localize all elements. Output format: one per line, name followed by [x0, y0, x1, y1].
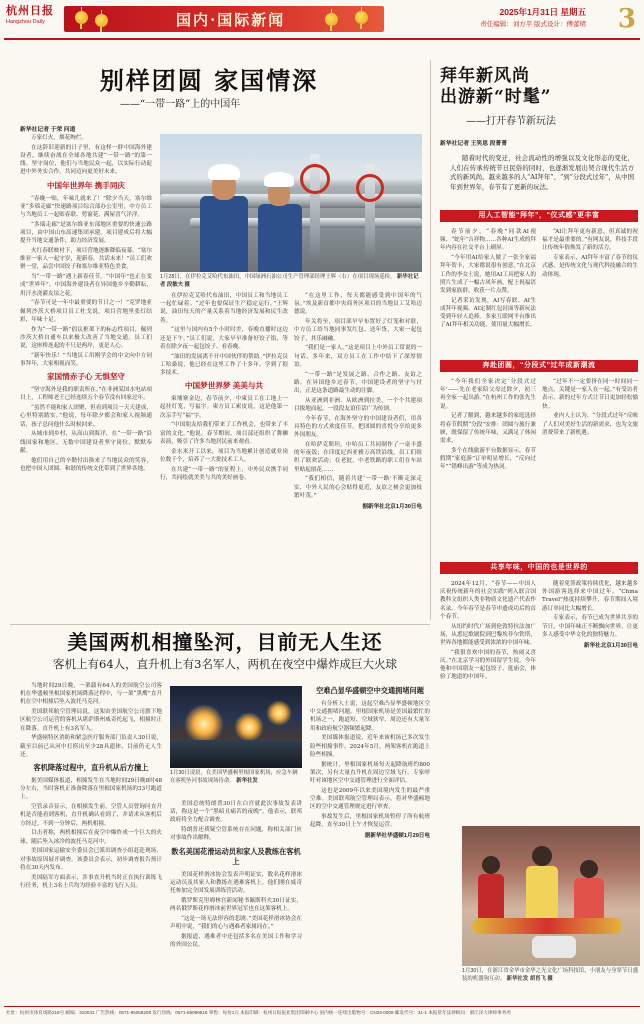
- newspaper-logo[interactable]: [6, 4, 64, 34]
- footer-imprint: 社址：杭州市体育场路218号 邮编：310041 广告热线：0571-85058208 发行热线：0571-85099516 零售：每份1元 本报印刷：杭州日报报业集团印刷中心 国内统一连续出版物号：CN33-0008 邮发代号：31-1 本报常年法律顾问：浙江泽大律师事务所: [6, 1010, 511, 1015]
- paragraph: 从城市到乡村、从高山到海洋，在“一带一路”沿线国家和地区，无数中国建设者坚守岗位，默默奉献。: [20, 431, 152, 454]
- paragraph: 在这辞旧迎新的日子里，有这样一群中国海外建设者，继续奋战在全球各地共建“一带一路”的第一线。坚守岗位，他们与当地民众一起，以实际行动促进中外务实合作，共同迈向更美好未来。: [20, 144, 152, 176]
- dragon-decoration: [472, 918, 622, 934]
- article2-subhead-bar: 用人工智能“拜年”，“仪式感”更丰富: [440, 210, 638, 222]
- paragraph: “我们是一家人。”这是项目上中外员工常说的一句话。多年来，双方员工在工作中结下了深厚情谊。: [294, 345, 422, 368]
- robot-dog-icon: [532, 936, 576, 958]
- issue-editors: 责任编辑：刘方平 版式设计：傅蕾珺: [480, 21, 586, 28]
- paragraph: 据美国媒体报道，相撞发生在当地时间29日晚8时48分左右，当时客机正准备降落在里根国家机场的33号跑道上。: [20, 778, 162, 801]
- paragraph: 万家灯火，烟花绚烂。: [31, 135, 87, 141]
- text-column: [542, 228, 638, 354]
- paragraph: 随着免签政策持续优化，越来越多外国游客选择来中国过年。“China Travel”热度持续攀升，春节期间入境游订单同比大幅增长。: [542, 581, 638, 612]
- paragraph: 专家表示，AI拜年丰富了春节的仪式感，是传统文化与现代科技融合的生动体现。: [542, 255, 638, 278]
- paragraph: 这也是2009年以来美国境内发生的最严重空难。美国联邦航空管理局表示，将对华盛顿地区的空中交通管理规定进行审查。: [310, 787, 430, 811]
- paragraph: 当地时间29日晚，一架载有64人的美国航空公司客机在华盛顿里根国家机场降落过程中，与一架“黑鹰”直升机在空中相撞后坠入波托马克河。: [20, 683, 162, 706]
- paragraph: “春晚一贴，年味儿就来了！”除夕当天，塞尔维亚“多瑙走廊”快速路项目综合部办公室里，中方员工与当地员工一起贴春联、剪窗花，满屋喜气洋洋。: [20, 195, 152, 219]
- paragraph: 据报道，遇难者中还包括多名在美国工作和学习的外国公民。: [170, 933, 302, 949]
- paragraph: “我很喜欢中国的春节，热闹又喜庆。”在北京学习的外国留学生说，今年他和中国朋友一起包饺子、逛庙会，体验了地道的中国年。: [440, 649, 536, 681]
- article1-subhead-1: 中国年世界年 携手同庆: [46, 180, 126, 190]
- lantern-icon: [324, 9, 339, 31]
- article2-photo-caption: [462, 968, 640, 983]
- article3-column-1: [20, 682, 162, 1002]
- paragraph: 多个在线旅游平台数据显示，春节假期“家庭游”订单明显增长，“反向过年”“错峰出游”等成为热词。: [440, 447, 536, 471]
- paragraph: 华盛顿特区消防和紧急医疗服务部门负责人30日说，截至目前已从河中打捞出至少28具遗体，目前仍无人生还。: [20, 735, 162, 758]
- paragraph: 从纽约时代广场到伦敦特拉法加广场，从悉尼歌剧院到巴黎埃菲尔铁塔，世界各地都能感受到浓浓的中国年味。: [440, 623, 536, 647]
- paragraph: 作为“一带一路”倡议框架下的标志性项目，佩列沙茨大桥自通车以来极大改善了当地交通。员工们说，这座桥连起的不只是两岸，更是人心。: [20, 326, 152, 350]
- issue-info: [396, 6, 586, 30]
- paragraph: 事故发生后，里根国家机场暂停了所有航班起降，直至30日上午才恢复运营。: [310, 814, 430, 829]
- paragraph: 在哈萨克斯坦，中哈员工共同制作了一桌丰盛的年夜饭；在印度尼西亚雅万高铁沿线，员工们组织了联欢活动；在老挝，中老铁路的职工们在车站里贴起窗花……: [294, 442, 422, 473]
- paragraph: 当“一带一路”遇上新春佳节，“中国年”也正在变成“世界年”。中国海外建设者在异国他乡辛勤耕耘，用汗水浇灌友谊之花。: [20, 274, 152, 297]
- paragraph: 美国陆军方面表示，涉事直升机当时正在执行训练飞行任务，机上3名士兵均为经验丰富的飞行人员。: [20, 874, 162, 889]
- article2-section-ai: [440, 206, 638, 354]
- article2-lead: 随着时代的变迁，社会流动性的增强以及文化形态的变化，人们在传承传统节日民俗的同时，也逐渐发展出契合现代生活方式的新风尚。越来越多的人“AI拜年”、“到”分段式过年”，从中国年到世界年，春节有了更新的玩法。: [450, 154, 634, 191]
- valve-wheel: [300, 164, 330, 194]
- article1-title[interactable]: 别样团圆 家国情深: [99, 66, 319, 95]
- article2-byline: 新华社记者 王笑思 段菁菁: [440, 141, 507, 147]
- article1-column-2: [160, 292, 288, 620]
- paragraph: 2024年12月，“春节——中国人庆祝传统新年的社会实践”列入联合国教科文组织人类非物质文化遗产代表作名录。今年春节是春节申遗成功后的首个春节。: [440, 581, 536, 620]
- lantern-icon: [354, 7, 369, 29]
- paragraph: “今年用AI给家人做了一张全家福拜年贺卡，大家都说很有创意。”在北京工作的李女士说，她用AI工具把家人的照片生成了一幅古风年画，配上祝福语发到家族群，收获一片点赞。: [440, 255, 536, 295]
- article3-subtitle: 客机上有64人，直升机上有3名军人，两机在夜空中爆炸成巨大火球: [53, 657, 397, 671]
- paragraph: 柬埔寨金边，春节前夕，中柬员工在工地上一起挂灯笼，写福字。柬方员工索皮说，这是他第一次亲手写“福”字。: [160, 396, 288, 419]
- text-column: [440, 228, 536, 354]
- caption-text: 1月30日，在浙江省金华市金华之光文化广场科技馆，小朋友与身穿节日盛装的机器狗互动。: [462, 968, 639, 982]
- paragraph: “AI让拜年更有新意，但真诚的祝福才是最重要的。”有网友说，科技手段让传统年俗焕发了新的活力。: [542, 229, 638, 252]
- paragraph: 记者采访发现，AI写春联、AI生成拜年视频、AI定制红包封面等新玩法受到年轻人追捧。多家互联网平台推出了AI拜年相关功能，使用量大幅增长。: [440, 297, 536, 329]
- logo-english: Hangzhou Daily: [6, 19, 45, 25]
- paragraph: “一带一路”是发展之路、合作之路、友谊之路。在异国他乡过春节，中国建设者的坚守与付出，正是这条道路最生动的注脚。: [294, 371, 422, 395]
- paragraph: 在伊拉克艾哈代布油田，中国员工和当地员工一起忙碌着。“过年也要保证生产稳定运行。”王辉说，油田每天的产量关系着当地经济发展和民生改善。: [160, 293, 288, 324]
- article3-column-3: [310, 682, 430, 1002]
- paragraph: 美国联邦航空管理局说，这架由美国航空公司旗下地区航空公司运营的客机从堪萨斯州威奇托起飞，相撞时正在降落。直升机上有3名军人。: [20, 709, 162, 732]
- text-column: [542, 580, 638, 824]
- article2-subtitle: ——打开春节新玩法: [466, 116, 556, 127]
- article2-section-travel: [440, 356, 638, 556]
- river: [170, 740, 302, 768]
- paragraph: “油田的发展离不开中国伙伴的帮助。”伊拉克员工哈桑说，他已经在这里工作了十多年，学到了很多技术。: [160, 353, 288, 377]
- article1-column-3: [294, 292, 422, 620]
- article1-subhead-3: 中国梦世界梦 美美与共: [184, 381, 264, 391]
- article3-photo-caption: [170, 770, 302, 785]
- light-flare: [184, 704, 224, 744]
- lantern-icon: [94, 10, 109, 32]
- paragraph: 美国媒体报道说，近年来该机场已多次发生险些相撞事件。2024年5月，两架客机在跑道上险些相撞。: [310, 735, 430, 758]
- article1-column-1: [20, 134, 152, 620]
- paragraph: 美国总统特朗普30日在白宫就此次事故发表讲话，称这是一个“黑暗且痛苦的夜晚”。他表示，联邦政府将全力配合调查。: [170, 801, 302, 824]
- article3-subhead-2: 数名美国花滑运动员和家人及教练在客机上: [171, 846, 301, 866]
- paragraph: “在这里工作，每天都能感受到中国年的气氛。”埃及新首都中央商务区项目的当地员工艾哈迈德说。: [294, 293, 422, 316]
- paragraph: 俄罗斯克里姆林宫新闻秘书佩斯科夫30日证实，两名俄罗斯花样滑冰前世界冠军也在这架客机上。: [170, 897, 302, 913]
- section-banner: [64, 6, 384, 32]
- photo-credit: 新华社发 胡肖飞 摄: [506, 975, 553, 982]
- paragraph: “今年我们全家决定‘分段式过年’——先在老家陪父母过除夕，初三再全家一起出游。”在杭州工作的张先生说。: [440, 379, 536, 410]
- paragraph: 他们用自己的辛勤付出换来了当地民众的笑容，也把中国人团圆、和谐的传统文化带到了世界各地。: [20, 457, 152, 472]
- valve-wheel: [356, 174, 384, 202]
- page-number: 3: [617, 4, 636, 34]
- paragraph: 今年春节，在海外坚守的中国建设者们，用各具特色的方式欢度佳节，把团圆的喜悦分享给更多外国朋友。: [294, 415, 422, 439]
- paragraph: 从亚洲到非洲、从欧洲到拉美，一个个共建项目拔地而起，一段段友谊佳话广为传颂。: [294, 397, 422, 413]
- article2-title[interactable]: 拜年新风尚 出游新“时髦”: [440, 66, 552, 107]
- paragraph: 在共建“一带一路”的征程上，中外民众携手同行，共同绘就美美与共的美好画卷。: [160, 466, 288, 481]
- article3-title[interactable]: 美国两机相撞坠河，目前无人生还: [67, 630, 383, 654]
- text-column: [542, 378, 638, 556]
- article1-end-credit: 据新华社北京1月30日电: [362, 504, 422, 511]
- paragraph: “新年快乐！”当地员工用刚学会的中文向中方同事拜年，大家相视而笑。: [20, 352, 152, 368]
- paragraph: 目击者称，两机相撞后在夜空中爆炸成一个巨大的火球，随后坠入冰冷的波托马克河中。: [20, 830, 162, 845]
- issue-date: 2025年1月31日 星期五: [499, 7, 586, 17]
- paragraph: 特朗普还质疑空管系统存在问题，称相关部门应对事故作出解释。: [170, 827, 302, 842]
- paragraph: 美国国家运输安全委员会已派出调查小组赶赴现场，对事故原因展开调查。该委员会表示，初步调查报告预计将在30天内发布。: [20, 848, 162, 871]
- article2-end-credit: 新华社北京1月30日电: [583, 643, 638, 650]
- article2-subhead-bar: 共享年味，中国的也是世界的: [440, 562, 638, 574]
- paragraph: “过年不一定要挤在同一时间同一地点，关键是一家人在一起。”有受访者表示，新的过年方式让节日更加轻松愉快。: [542, 379, 638, 410]
- section-title: 国内·国际新闻: [176, 11, 286, 29]
- article1-subhead-2: 家国情赤子心 无惧坚守: [46, 372, 126, 382]
- paragraph: “坚守海外是我的职责所在。”在非洲某国水电站项目上，工程师老王已经连续五个春节没有回家过年。: [20, 387, 152, 402]
- lantern-icon: [74, 7, 89, 29]
- article2-section-world: [440, 558, 638, 824]
- text-column: [440, 378, 536, 556]
- light-flare: [266, 700, 292, 726]
- paragraph: 金水米开工以来，项目为当地累计创造就业岗位数千个，培养了一大批技术工人。: [160, 448, 288, 463]
- paragraph: “我们相信，随着共建‘一带一路’不断走深走实，中外人民的心会贴得更近，友谊之树会更加枝繁叶茂。”: [294, 476, 422, 499]
- paragraph: “春节可是一年中最重要的节日之一！”克罗地亚佩列沙茨大桥项目员工杜戈说。项目营地里张灯结彩，年味十足。: [20, 300, 152, 323]
- paragraph: 记者了解到，越来越多的家庭选择将春节假期“分段”安排：团圆与旅行兼顾，既保留了传统年味，又满足了休闲需求。: [440, 413, 536, 445]
- header-rule: [4, 38, 640, 40]
- footer-rule: [4, 1006, 640, 1007]
- article3-subhead-1: 客机降落过程中，直升机从后方撞上: [33, 763, 149, 773]
- paragraph: “中国朋友给我们带来了工作机会，也带来了丰富的文化。”他说，春节期间，项目部还组织了舞狮表演，吸引了许多当地居民前来观看。: [160, 422, 288, 445]
- paragraph: “虽然不能和家人团聚，但看到项目一天天建成，心里特别踏实。”他说，每年除夕都会和家人视频通话，孩子总问他什么时候回来。: [20, 405, 152, 428]
- paragraph: 专家表示，春节已成为世界共享的节日，中国年味正不断飘向世界，让更多人感受中华文化的独特魅力。: [542, 615, 638, 638]
- paragraph: 业内人士认为，“分段式过年”反映了人们对美好生活的新需求，也为文旅消费带来了新机遇。: [542, 413, 638, 436]
- paragraph: 年关将至，项目部早早布置好了灯笼和对联，中方员工给当地同事发红包、送年货，大家一起包饺子，其乐融融。: [294, 319, 422, 342]
- paragraph: “这是一场无法形容的悲剧。”美国花样滑冰协会在声明中说，“我们的心与遇难者家属同在。”: [170, 915, 302, 931]
- article1-byline: 新华社记者 于荣 问道: [20, 127, 76, 133]
- paragraph: “多瑙走廊”是塞尔维亚东部地区重要的快速公路项目，由中国山东高速集团承建。项目建成后将大幅提升当地交通条件，助力经济发展。: [20, 221, 152, 245]
- paragraph: 美国花样滑冰协会发表声明证实，数名花样滑冰运动员及其家人和教练在遇难客机上。他们刚在威奇托参加完全国发展训练营活动。: [170, 871, 302, 895]
- photo-credit: 新华社发: [236, 777, 258, 784]
- paragraph: “这里与国内有5个小时时差，春晚直播时这边还是下午。”员工们说，大家早早准备好饺子馅，等着在除夕夜一起包饺子、看春晚。: [160, 327, 288, 350]
- paragraph: 空管录音显示，在相撞发生前，空管人员曾询问直升机是否能看到客机，直升机确认看到了，并请求从客机后方经过。不到一分钟后，两机相撞。: [20, 804, 162, 827]
- masthead: [0, 0, 644, 38]
- article3-column-2: [170, 800, 302, 1002]
- section-divider: [10, 624, 430, 625]
- article1-photo-oilfield[interactable]: [160, 134, 422, 272]
- article2-subhead-bar: 奔赴团圆，“分段式”过年成新潮流: [440, 360, 638, 372]
- text-column: [440, 580, 536, 824]
- paragraph: 火红春联映衬下，项目营地逐渐降临夜幕。“塞尔维亚一家人一起守岁，迎新春，共话未来！”员工们欢聚一堂，品尝中国饺子和塞尔维亚特色美食。: [20, 248, 152, 271]
- article3-subhead-3: 空难凸显华盛顿空中交通拥堵问题: [316, 686, 424, 695]
- light-flare: [234, 712, 264, 742]
- paragraph: 据统计，里根国家机场每天起降航班约800架次，另有大量直升机在周边空域飞行。专家呼吁对该地区空中交通管理进行全面评估。: [310, 761, 430, 785]
- article1-photo-caption: [160, 274, 422, 289]
- caption-text: 1月30日凌晨，在美国华盛顿里根国家机场，应急车辆在客机坠河事故现场待命。: [170, 770, 298, 784]
- column-divider: [430, 60, 431, 620]
- article3-end-credit: 据新华社华盛顿1月29日电: [364, 833, 430, 840]
- caption-text: 1月28日，在伊拉克艾哈代布油田，中国绿洲石油公司生产管理部经理王辉（右）在项目现场巡检。: [160, 274, 396, 280]
- paragraph: 有分析人士说，这起空难凸显华盛顿地区空中交通拥堵问题。里根国家机场是美国最繁忙的机场之一，跑道短、空域狭窄，周边还有大量军用和政府航空器频繁起降。: [310, 701, 430, 732]
- article3-photo-crash-site[interactable]: [170, 686, 302, 768]
- paragraph: 春节前夕，“春晚”同款AI视频、“蛇年”吉祥物……各种AI生成的拜年内容在社交平台上刷屏。: [440, 229, 536, 252]
- article2-photo-robot-dog[interactable]: [462, 826, 640, 966]
- logo-text: 杭州日报: [6, 4, 54, 17]
- article1-subtitle: ——“一带一路”上的中国年: [120, 99, 241, 110]
- photo-credit: 新华社记者 段敏夫 摄: [160, 274, 419, 288]
